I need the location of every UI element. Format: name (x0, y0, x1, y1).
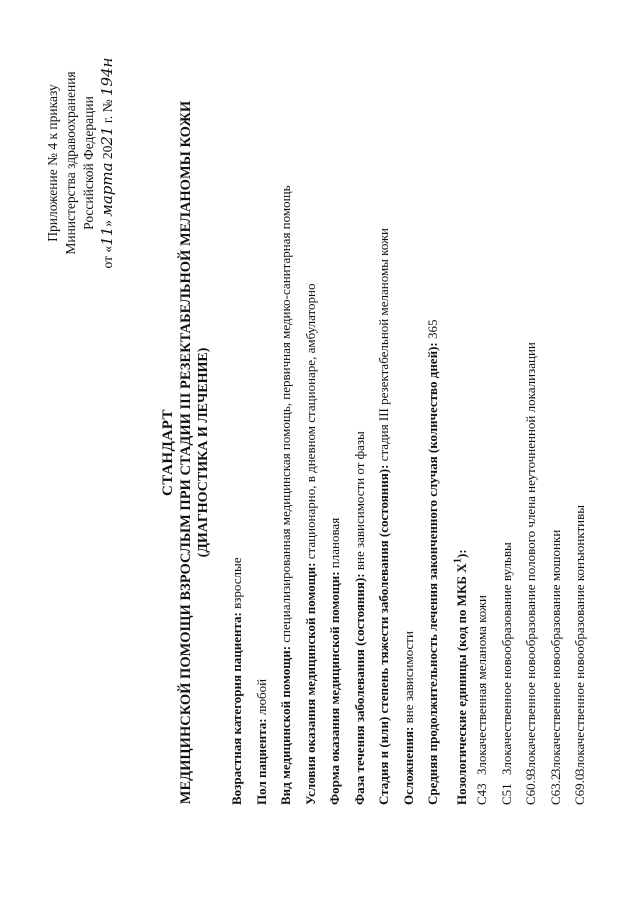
document-body (225, 5, 593, 805)
field-duration: Средняя продолжительность лечения законченного случая (количество дней): 365 (425, 319, 440, 805)
field-age: Возрастная категория пациента: взрослые (229, 557, 244, 805)
date-mid: » (100, 219, 115, 227)
handwritten-order-number: 194н (98, 57, 116, 97)
nosology-item: C51 Злокачественное новообразование вульвы (498, 542, 514, 805)
appendix-line-2: Министерства здравоохранения (63, 71, 78, 255)
handwritten-year: 21 (98, 126, 116, 146)
handwritten-month: марта (98, 162, 116, 217)
nosology-heading: Нозологические единицы (код по МКБ $X^1$): (451, 549, 469, 805)
appendix-line-1: Приложение № 4 к приказу (45, 84, 60, 242)
appendix-line-3: Российской Федерации (81, 96, 96, 230)
field-stage: Стадия и (или) степень тяжести заболевания (состояния): стадия III резектабельной меланомы кожи (376, 228, 391, 805)
nosology-item: C43 Злокачественная меланома кожи (474, 595, 489, 805)
year-prefix: 20 (100, 145, 115, 160)
field-care-form: Форма оказания медицинской помощи: плановая (327, 517, 342, 805)
document-subtitle: МЕДИЦИНСКОЙ ПОМОЩИ ВЗРОСЛЫМ ПРИ СТАДИИ III РЕЗЕКТАБЕЛЬНОЙ МЕЛАНОМЫ КОЖИ (178, 100, 194, 805)
year-suffix: г. № (100, 99, 115, 124)
appendix-date-line (98, 43, 117, 283)
nosology-item: C60.9 Злокачественное новообразование полового члена неуточненной локализации (523, 342, 538, 805)
field-complications: Осложнения: вне зависимости (400, 631, 416, 805)
nosology-item: C63.2 Злокачественное новообразование мошонки (547, 529, 563, 805)
field-care-conditions: Условия оказания медицинской помощи: стационарно, в дневном стационаре, амбулаторно (302, 283, 318, 805)
document-subtitle-2: (ДИАГНОСТИКА И ЛЕЧЕНИЕ) (196, 347, 211, 558)
field-care-type: Вид медицинской помощи: специализированная медицинская помощь, первичная медико-санитарная помощь (278, 185, 293, 805)
nosology-item: C69.0 Злокачественное новообразование конъюнктивы (572, 505, 587, 805)
document-title: СТАНДАРТ (160, 408, 176, 497)
field-sex: Пол пациента: любой (253, 678, 269, 805)
appendix-block (44, 43, 117, 283)
date-prefix: от « (100, 245, 115, 269)
field-phase: Фаза течения заболевания (состояния): вне зависимости от фазы (351, 431, 367, 805)
handwritten-day: 11 (98, 226, 116, 246)
